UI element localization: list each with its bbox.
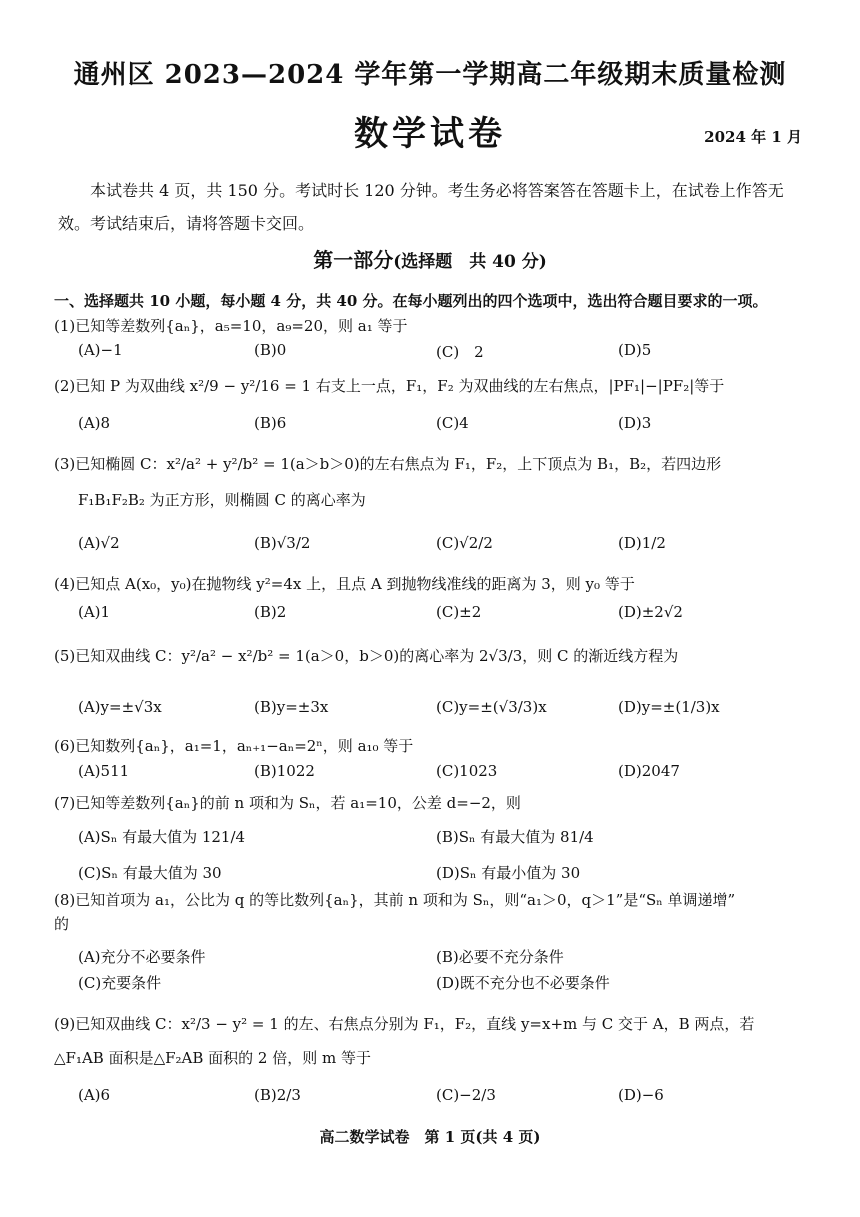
part-heading	[0, 244, 860, 273]
option-d: (D)1/2	[618, 534, 666, 552]
option-c: (C)−2/3	[436, 1086, 496, 1104]
question-stem-cont: 的	[54, 915, 70, 933]
option-b: (B)√3/2	[254, 534, 311, 552]
question-7-options-row1	[78, 826, 800, 852]
option-d: (D)−6	[618, 1086, 664, 1104]
question-7	[54, 791, 820, 815]
exam-date: 2024 年 1 月	[704, 128, 802, 146]
option-a: (A)√2	[78, 534, 120, 552]
part-subtitle: (选择题 共 40 分)	[393, 252, 547, 272]
option-c: (C)±2	[436, 603, 482, 621]
question-stem: (3)已知椭圆 C：x²/a² + y²/b² = 1(a＞b＞0)的左右焦点为 F₁，F₂，上下顶点为 B₁，B₂，若四边形	[54, 455, 722, 473]
option-c: (C)y=±(√3/3)x	[436, 698, 547, 716]
part-title: 第一部分	[313, 248, 394, 272]
option-d: (D)Sₙ 有最小值为 30	[436, 864, 581, 882]
question-5-options	[78, 698, 800, 724]
option-a: (A)6	[78, 1086, 111, 1104]
question-stem: (9)已知双曲线 C：x²/3 − y² = 1 的左、右焦点分别为 F₁，F₂，直线 y=x+m 与 C 交于 A，B 两点，若	[54, 1015, 755, 1033]
question-stem: (5)已知双曲线 C：y²/a² − x²/b² = 1(a＞0，b＞0)的离心率为 2√3/3，则 C 的渐近线方程为	[54, 647, 679, 665]
question-6	[54, 734, 820, 758]
exam-title: 通州区 2023—2024 学年第一学期高二年级期末质量检测	[73, 60, 787, 90]
question-6-options	[78, 762, 800, 788]
option-b: (B)1022	[254, 762, 315, 780]
option-a: (A)8	[78, 414, 111, 432]
question-stem: (2)已知 P 为双曲线 x²/9 − y²/16 = 1 右支上一点，F₁，F₂ 为双曲线的左右焦点，|PF₁|−|PF₂|等于	[54, 377, 725, 395]
question-4	[54, 572, 820, 596]
instructions: 本试卷共 4 页，共 150 分。考试时长 120 分钟。考生务必将答案答在答题卡上，在试卷上作答无效。考试结束后，请将答题卡交回。	[58, 181, 784, 233]
question-stem: (7)已知等差数列{aₙ}的前 n 项和为 Sₙ，若 a₁=10，公差 d=−2，则	[54, 794, 521, 812]
option-a: (A)1	[78, 603, 111, 621]
option-d: (D)既不充分也不必要条件	[436, 974, 610, 992]
option-c: (C)1023	[436, 762, 498, 780]
option-a: (A)511	[78, 762, 130, 780]
question-stem-cont: F₁B₁F₂B₂ 为正方形，则椭圆 C 的离心率为	[78, 491, 366, 509]
option-c: (C)4	[436, 414, 469, 432]
option-c: (C) 2	[436, 343, 484, 361]
option-b: (B)2	[254, 603, 287, 621]
section-heading: 一、选择题共 10 小题，每小题 4 分，共 40 分。在每小题列出的四个选项中，选出符合题目要求的一项。	[54, 292, 768, 310]
option-b: (B)0	[254, 341, 287, 359]
question-2	[54, 374, 820, 398]
question-1-options	[78, 341, 800, 367]
option-b: (B)6	[254, 414, 287, 432]
option-b: (B)y=±3x	[254, 698, 329, 716]
option-a: (A)Sₙ 有最大值为 121/4	[78, 828, 246, 846]
question-5	[54, 644, 820, 668]
question-stem-cont: △F₁AB 面积是△F₂AB 面积的 2 倍，则 m 等于	[54, 1049, 372, 1067]
exam-subtitle: 数学试卷	[354, 114, 506, 154]
question-stem: (1)已知等差数列{aₙ}，a₅=10，a₉=20，则 a₁ 等于	[54, 317, 408, 335]
option-d: (D)±2√2	[618, 603, 683, 621]
question-7-options-row2	[78, 862, 800, 888]
option-c: (C)√2/2	[436, 534, 493, 552]
option-a: (A)y=±√3x	[78, 698, 162, 716]
question-8-options-row1	[78, 946, 800, 972]
question-1	[54, 314, 820, 338]
question-stem: (4)已知点 A(x₀，y₀)在抛物线 y²=4x 上，且点 A 到抛物线准线的距离为 3，则 y₀ 等于	[54, 575, 635, 593]
option-c: (C)充要条件	[78, 974, 162, 992]
option-d: (D)5	[618, 341, 652, 359]
option-a: (A)充分不必要条件	[78, 948, 206, 966]
question-9	[54, 1012, 820, 1070]
question-3-options	[78, 534, 800, 560]
question-stem: (6)已知数列{aₙ}，a₁=1，aₙ₊₁−aₙ=2ⁿ，则 a₁₀ 等于	[54, 737, 414, 755]
option-d: (D)3	[618, 414, 652, 432]
question-3	[54, 452, 820, 512]
option-a: (A)−1	[78, 341, 123, 359]
option-b: (B)Sₙ 有最大值为 81/4	[436, 828, 594, 846]
option-c: (C)Sₙ 有最大值为 30	[78, 864, 222, 882]
question-8	[54, 888, 820, 936]
question-8-options-row2	[78, 972, 800, 998]
option-d: (D)2047	[618, 762, 680, 780]
option-b: (B)2/3	[254, 1086, 301, 1104]
question-4-options	[78, 603, 800, 629]
option-b: (B)必要不充分条件	[436, 948, 564, 966]
question-9-options	[78, 1086, 800, 1112]
page-footer: 高二数学试卷 第 1 页(共 4 页)	[319, 1128, 541, 1146]
option-d: (D)y=±(1/3)x	[618, 698, 720, 716]
question-2-options	[78, 414, 800, 440]
question-stem: (8)已知首项为 a₁，公比为 q 的等比数列{aₙ}，其前 n 项和为 Sₙ，则“a₁＞0，q＞1”是“Sₙ 单调递增”	[54, 891, 736, 909]
